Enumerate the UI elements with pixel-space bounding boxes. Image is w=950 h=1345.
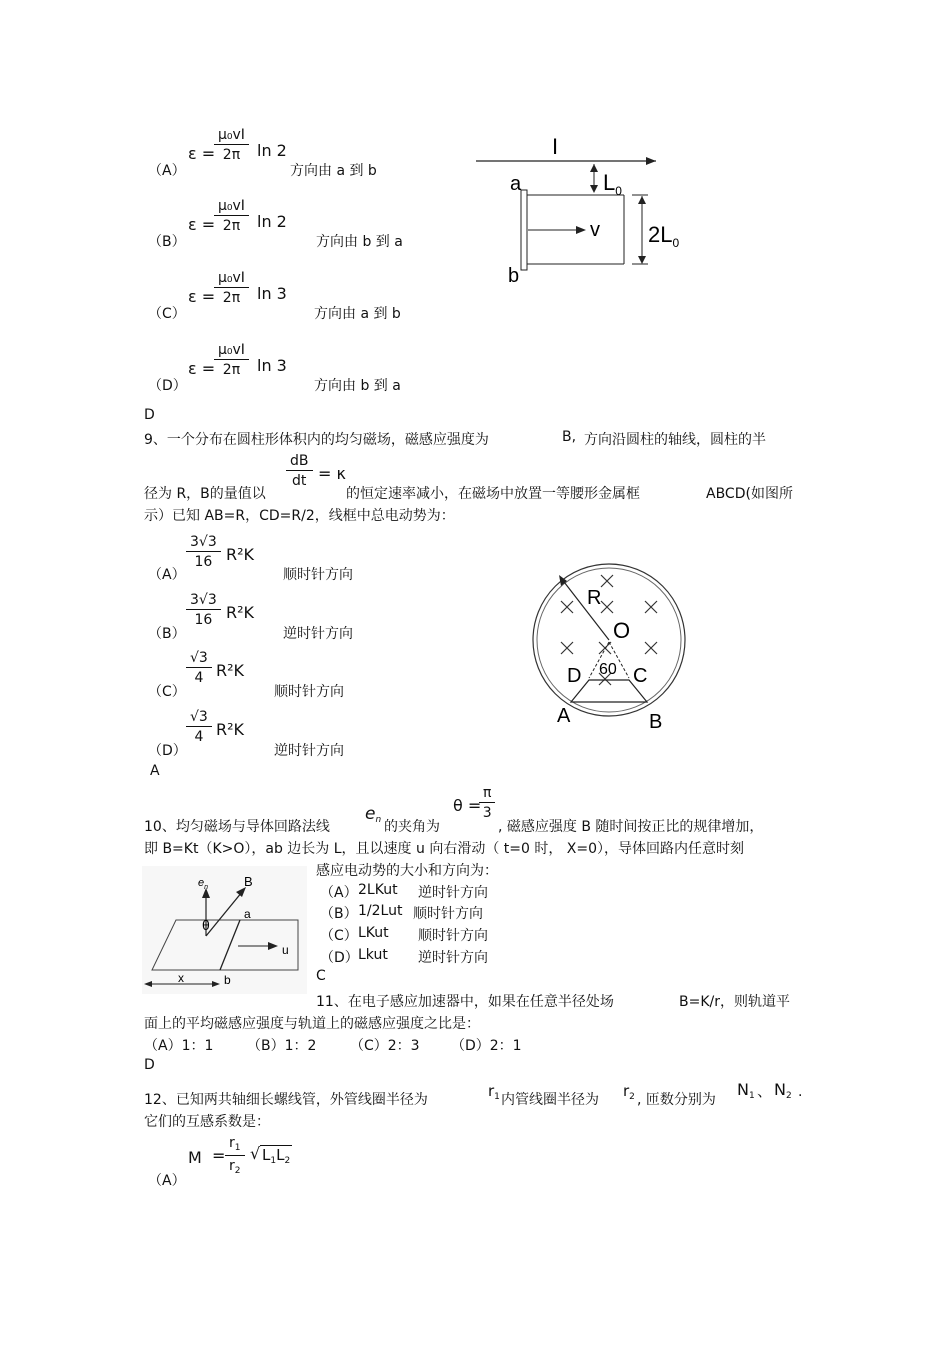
q10-theta-fraction: $\frac{\pi}{3}$ bbox=[479, 786, 495, 820]
q8-option-c-label: （C） bbox=[148, 306, 186, 322]
q9-option-b-label: （B） bbox=[148, 626, 186, 642]
q9-dB-dt-fraction: $\frac{dB}{dt}$ bbox=[286, 454, 313, 488]
q11-option-c: （C）2：3 bbox=[350, 1038, 420, 1054]
q9-option-c-fraction: $\frac{√3}{4}$ bbox=[186, 651, 212, 685]
q9-B-label: B bbox=[649, 711, 663, 733]
q12-M-symbol: M bbox=[188, 1148, 202, 1167]
q8-2L0-label: $2L_0$ bbox=[648, 222, 680, 250]
q9-line2-b: 的恒定速率减小，在磁场中放置一等腰形金属框 bbox=[346, 486, 640, 502]
q8-L0-arrow-up-icon bbox=[590, 164, 598, 172]
q9-option-c-expr: R²K bbox=[216, 661, 245, 680]
q10-line1-b: 的夹角为 bbox=[384, 819, 440, 835]
q9-option-c-label: （C） bbox=[148, 684, 186, 700]
q9-field-x-icon bbox=[599, 642, 611, 654]
q9-option-a-direction: 顺时针方向 bbox=[283, 567, 353, 583]
q8-velocity-arrow-icon bbox=[576, 226, 586, 234]
q10-theta-label: θ bbox=[202, 917, 210, 933]
q11-option-d: （D）2：1 bbox=[451, 1038, 522, 1054]
q9-D-label: D bbox=[567, 665, 582, 687]
q10-figure bbox=[142, 866, 307, 994]
q10-option-b-direction: 顺时针方向 bbox=[413, 906, 483, 922]
q8-answer: D bbox=[144, 407, 155, 423]
q10-answer: C bbox=[316, 968, 326, 984]
q12-line1-b: 内管线圈半径为 bbox=[501, 1092, 599, 1108]
q10-x-label: x bbox=[178, 971, 184, 985]
q9-option-d-expr: R²K bbox=[216, 720, 245, 739]
q10-u-label: u bbox=[282, 943, 289, 957]
q12-separator: 、 bbox=[757, 1082, 773, 1100]
q11-answer: D bbox=[144, 1057, 155, 1073]
q11-option-b: （B）1：2 bbox=[247, 1038, 317, 1054]
q10-option-d-label: （D） bbox=[320, 950, 359, 966]
q8-figure bbox=[470, 130, 680, 290]
q8-b-label: b bbox=[508, 265, 520, 287]
q9-field-x-icon bbox=[645, 642, 657, 654]
q11-line1-b: B=K/r，则轨道平 bbox=[679, 994, 790, 1010]
q10-option-a-label: （A） bbox=[320, 885, 358, 901]
q8-L0-label: $L_0$ bbox=[603, 170, 622, 198]
q9-field-x-icon bbox=[601, 601, 613, 613]
q9-field-x-icon bbox=[561, 642, 573, 654]
q9-option-b-direction: 逆时针方向 bbox=[283, 626, 353, 642]
q9-line2-a: 径为 R，B的量值以 bbox=[144, 486, 266, 502]
q9-angle-label: 60 bbox=[599, 661, 617, 678]
q9-line3: 示）已知 AB=R，CD=R/2，线框中总电动势为： bbox=[144, 508, 455, 524]
q10-b-label: b bbox=[224, 973, 231, 987]
q10-B-label: B bbox=[244, 874, 253, 889]
q8-option-b-log: ln 2 bbox=[257, 212, 287, 231]
q9-R-label: R bbox=[587, 587, 602, 609]
q8-option-c-log: ln 3 bbox=[257, 284, 287, 303]
q11-line1-a: 11、在电子感应加速器中，如果在任意半径处场 bbox=[316, 994, 614, 1010]
q8-option-b-direction: 方向由 b 到 a bbox=[316, 234, 403, 250]
q8-option-d-fraction: $\frac{\text{μ₀vI}}{2\pi}$ bbox=[214, 343, 249, 377]
q8-option-c-direction: 方向由 a 到 b bbox=[314, 306, 401, 322]
q9-answer: A bbox=[150, 763, 160, 779]
q9-C-label: C bbox=[633, 665, 648, 687]
q8-option-d-log: ln 3 bbox=[257, 356, 287, 375]
q10-option-d-text: Lkut bbox=[358, 947, 388, 963]
q9-line1-tail: 方向沿圆柱的轴线，圆柱的半 bbox=[584, 432, 766, 448]
q8-option-c-fraction: $\frac{\text{μ₀vI}}{2\pi}$ bbox=[214, 271, 249, 305]
q12-r1: $r_1$ bbox=[488, 1082, 500, 1102]
q12-option-a-label: （A） bbox=[148, 1173, 186, 1189]
q10-option-c-text: LKut bbox=[358, 925, 389, 941]
q8-L0-arrow-down-icon bbox=[590, 185, 598, 193]
q10-line2: 即 B=Kt（K>O），ab 边长为 L，且以速度 u 向右滑动（ t=0 时， X=0），导体回路内任意时刻 bbox=[144, 841, 745, 857]
q9-dB-eq: = κ bbox=[318, 464, 346, 483]
q10-option-d-direction: 逆时针方向 bbox=[418, 950, 488, 966]
q9-option-a-label: （A） bbox=[148, 567, 186, 583]
q9-field-x-icon bbox=[561, 601, 573, 613]
q8-option-c-eps: ε = bbox=[188, 287, 216, 306]
q12-N1: $N_1$ bbox=[737, 1080, 755, 1101]
q10-option-b-text: 1/2Lut bbox=[358, 903, 403, 919]
q10-theta-eq: θ = bbox=[453, 796, 482, 815]
q9-field-x-icon bbox=[601, 575, 613, 587]
q12-r-ratio-fraction: $\frac{r_1}{r_2}$ bbox=[225, 1136, 245, 1176]
q10-normal-label: $e_n$ bbox=[198, 877, 209, 891]
q8-current-label: I bbox=[552, 134, 559, 159]
q9-field-x-icon bbox=[645, 601, 657, 613]
q11-option-a: （A）1：1 bbox=[144, 1038, 214, 1054]
q8-2L0-arrow-down-icon bbox=[638, 256, 646, 264]
q8-2L0-arrow-up-icon bbox=[638, 196, 646, 204]
q9-option-d-label: （D） bbox=[148, 743, 187, 759]
q9-option-b-fraction: $\frac{3√3}{16}$ bbox=[186, 593, 221, 627]
q10-normal-symbol: $e_n$ bbox=[365, 804, 382, 825]
q9-option-d-fraction: $\frac{√3}{4}$ bbox=[186, 710, 212, 744]
q10-line1-a: 10、均匀磁场与导体回路法线 bbox=[144, 819, 330, 835]
q9-line1-B: B, bbox=[562, 429, 577, 445]
q10-a-label: a bbox=[244, 907, 251, 921]
q8-option-a-direction: 方向由 a 到 b bbox=[290, 163, 377, 179]
q8-option-b-label: （B） bbox=[148, 234, 186, 250]
q12-equals: = bbox=[212, 1146, 226, 1165]
q12-sqrt-L1L2: √ $L_1L_2$ bbox=[250, 1144, 291, 1166]
q12-r2: $r_2$ bbox=[623, 1082, 635, 1102]
q12-line1-a: 12、已知两共轴细长螺线管，外管线圈半径为 bbox=[144, 1092, 428, 1108]
q8-option-b-eps: ε = bbox=[188, 215, 216, 234]
q8-option-b-fraction: $\frac{\text{μ₀vI}}{2\pi}$ bbox=[214, 199, 249, 233]
q12-line1-c: , 匝数分别为 bbox=[637, 1092, 716, 1108]
q12-period: . bbox=[798, 1084, 803, 1100]
q9-option-c-direction: 顺时针方向 bbox=[274, 684, 344, 700]
q9-option-a-expr: R²K bbox=[226, 545, 255, 564]
q8-option-d-eps: ε = bbox=[188, 359, 216, 378]
q8-option-a-eps: ε = bbox=[188, 144, 216, 163]
q8-rod-ab bbox=[521, 190, 527, 270]
q12-N2: $N_2$ bbox=[774, 1080, 792, 1101]
q8-option-a-log: ln 2 bbox=[257, 141, 287, 160]
q9-A-label: A bbox=[557, 705, 571, 727]
q10-option-a-text: 2LKut bbox=[358, 882, 398, 898]
q9-option-a-fraction: $\frac{3√3}{16}$ bbox=[186, 535, 221, 569]
q12-line2: 它们的互感系数是： bbox=[144, 1114, 270, 1130]
q8-option-d-label: （D） bbox=[148, 378, 187, 394]
q9-O-label: O bbox=[613, 618, 631, 643]
q10-line1-c: , 磁感应强度 B 随时间按正比的规律增加， bbox=[498, 819, 764, 835]
q9-option-b-expr: R²K bbox=[226, 603, 255, 622]
q10-option-b-label: （B） bbox=[320, 906, 358, 922]
q9-line1: 9、一个分布在圆柱形体积内的均匀磁场，磁感应强度为 bbox=[144, 432, 489, 448]
q11-line2: 面上的平均磁感应强度与轨道上的磁感应强度之比是： bbox=[144, 1016, 480, 1032]
q9-figure bbox=[525, 560, 695, 740]
q8-option-a-label: （A） bbox=[148, 163, 186, 179]
q10-option-c-direction: 顺时针方向 bbox=[418, 928, 488, 944]
q10-option-a-direction: 逆时针方向 bbox=[418, 885, 488, 901]
q8-option-d-direction: 方向由 b 到 a bbox=[314, 378, 401, 394]
q8-wire-arrow-icon bbox=[646, 157, 656, 165]
q10-option-c-label: （C） bbox=[320, 928, 358, 944]
q10-line3: 感应电动势的大小和方向为： bbox=[316, 863, 498, 879]
q9-option-d-direction: 逆时针方向 bbox=[274, 743, 344, 759]
q8-option-a-fraction: $\frac{\text{μ₀vI}}{2\pi}$ bbox=[214, 128, 249, 162]
q8-a-label: a bbox=[510, 173, 522, 195]
q9-line2-c: ABCD(如图所 bbox=[706, 486, 793, 502]
q8-v-label: v bbox=[590, 219, 600, 241]
